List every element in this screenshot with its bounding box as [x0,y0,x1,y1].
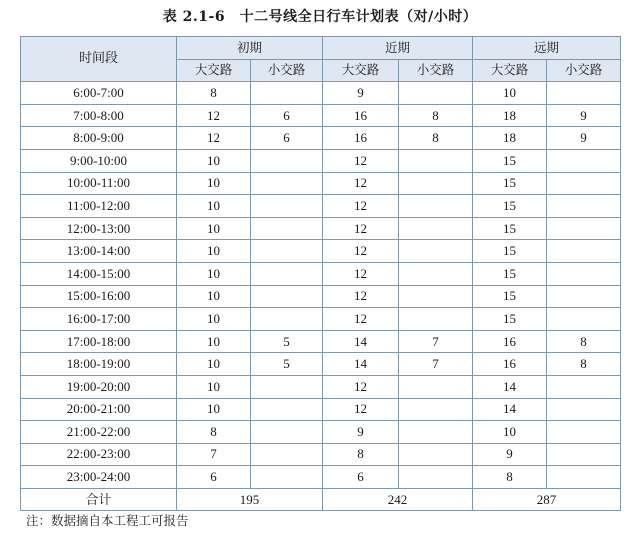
value-cell [547,308,621,331]
value-cell [399,375,473,398]
time-cell: 17:00-18:00 [21,330,177,353]
value-cell: 12 [323,262,399,285]
table-row [21,353,621,376]
table-row [21,375,621,398]
time-cell: 21:00-22:00 [21,421,177,444]
table-row [21,443,621,466]
table-row [21,285,621,308]
value-cell: 12 [323,195,399,218]
total-far: 287 [473,488,621,511]
value-cell: 8 [177,82,251,105]
value-cell [399,82,473,105]
table-row [21,330,621,353]
value-cell: 8 [547,353,621,376]
total-label: 合计 [21,488,177,511]
table-row [21,217,621,240]
value-cell: 15 [473,240,547,263]
value-cell [251,285,323,308]
value-cell: 8 [399,104,473,127]
value-cell: 16 [323,127,399,150]
value-cell [547,466,621,489]
value-cell: 14 [323,330,399,353]
value-cell: 8 [399,127,473,150]
value-cell: 7 [399,353,473,376]
value-cell [399,217,473,240]
schedule-table [20,36,621,511]
value-cell: 10 [177,195,251,218]
time-cell: 6:00-7:00 [21,82,177,105]
value-cell [251,262,323,285]
value-cell [547,240,621,263]
value-cell [399,262,473,285]
value-cell: 12 [323,217,399,240]
value-cell: 10 [177,172,251,195]
value-cell: 15 [473,285,547,308]
sub-header-long: 大交路 [473,59,547,82]
value-cell [251,308,323,331]
sub-header-short: 小交路 [399,59,473,82]
value-cell [399,195,473,218]
time-cell: 13:00-14:00 [21,240,177,263]
time-cell: 15:00-16:00 [21,285,177,308]
value-cell [547,421,621,444]
value-cell [399,308,473,331]
value-cell: 15 [473,262,547,285]
total-row [21,488,621,511]
value-cell: 10 [177,217,251,240]
value-cell [251,172,323,195]
value-cell: 18 [473,127,547,150]
value-cell [547,375,621,398]
time-cell: 8:00-9:00 [21,127,177,150]
value-cell [251,466,323,489]
value-cell: 8 [547,330,621,353]
value-cell [251,149,323,172]
value-cell: 10 [177,240,251,263]
value-cell [251,195,323,218]
value-cell: 14 [473,375,547,398]
value-cell: 9 [473,443,547,466]
value-cell: 14 [473,398,547,421]
footnote: 注：数据摘自本工程工可报告 [26,513,189,528]
table-row [21,149,621,172]
value-cell: 12 [323,375,399,398]
total-initial: 195 [177,488,323,511]
sub-header-long: 大交路 [323,59,399,82]
value-cell: 10 [473,421,547,444]
value-cell: 15 [473,308,547,331]
value-cell: 7 [177,443,251,466]
value-cell: 6 [251,104,323,127]
value-cell: 16 [473,353,547,376]
value-cell: 16 [473,330,547,353]
table-row [21,398,621,421]
value-cell: 10 [177,375,251,398]
value-cell: 10 [177,353,251,376]
value-cell [399,466,473,489]
value-cell: 12 [323,308,399,331]
value-cell [251,240,323,263]
value-cell: 8 [323,443,399,466]
value-cell: 9 [323,82,399,105]
table-row [21,104,621,127]
table-row [21,195,621,218]
value-cell [547,172,621,195]
value-cell [547,398,621,421]
period-header: 时间段 [21,37,177,82]
table-row [21,421,621,444]
value-cell: 10 [177,308,251,331]
value-cell: 12 [323,398,399,421]
value-cell: 9 [547,104,621,127]
value-cell [547,217,621,240]
value-cell [399,285,473,308]
table-row [21,466,621,489]
value-cell: 15 [473,195,547,218]
value-cell: 8 [473,466,547,489]
value-cell: 12 [323,149,399,172]
value-cell: 12 [177,104,251,127]
value-cell: 10 [177,330,251,353]
value-cell [251,398,323,421]
value-cell: 12 [323,240,399,263]
value-cell [547,149,621,172]
table-row [21,262,621,285]
value-cell: 5 [251,353,323,376]
value-cell [399,240,473,263]
table-row [21,240,621,263]
value-cell: 12 [177,127,251,150]
phase-header-far: 远期 [473,37,621,60]
table-row [21,308,621,331]
value-cell: 14 [323,353,399,376]
value-cell: 6 [323,466,399,489]
value-cell: 10 [177,398,251,421]
table-row [21,127,621,150]
time-cell: 9:00-10:00 [21,149,177,172]
value-cell [547,262,621,285]
value-cell: 10 [473,82,547,105]
time-cell: 19:00-20:00 [21,375,177,398]
sub-header-short: 小交路 [547,59,621,82]
time-cell: 18:00-19:00 [21,353,177,376]
value-cell: 10 [177,149,251,172]
sub-header-long: 大交路 [177,59,251,82]
value-cell [547,285,621,308]
value-cell [251,443,323,466]
time-cell: 12:00-13:00 [21,217,177,240]
value-cell: 15 [473,149,547,172]
value-cell: 18 [473,104,547,127]
value-cell: 15 [473,172,547,195]
value-cell [251,375,323,398]
value-cell [399,443,473,466]
value-cell: 6 [251,127,323,150]
value-cell [251,217,323,240]
time-cell: 11:00-12:00 [21,195,177,218]
value-cell [251,82,323,105]
value-cell: 12 [323,285,399,308]
table-title: 表 2.1-6 十二号线全日行车计划表（对/小时） [162,9,478,25]
value-cell [547,443,621,466]
time-cell: 22:00-23:00 [21,443,177,466]
value-cell: 16 [323,104,399,127]
value-cell [399,149,473,172]
value-cell: 10 [177,285,251,308]
value-cell [399,172,473,195]
value-cell: 5 [251,330,323,353]
table-body [21,82,621,489]
value-cell [399,398,473,421]
phase-header-initial: 初期 [177,37,323,60]
table-row [21,172,621,195]
value-cell [547,82,621,105]
time-cell: 16:00-17:00 [21,308,177,331]
time-cell: 14:00-15:00 [21,262,177,285]
time-cell: 7:00-8:00 [21,104,177,127]
value-cell [399,421,473,444]
phase-header-near: 近期 [323,37,473,60]
value-cell: 9 [323,421,399,444]
value-cell: 10 [177,262,251,285]
table-row [21,82,621,105]
value-cell: 8 [177,421,251,444]
total-near: 242 [323,488,473,511]
value-cell [547,195,621,218]
time-cell: 20:00-21:00 [21,398,177,421]
time-cell: 10:00-11:00 [21,172,177,195]
time-cell: 23:00-24:00 [21,466,177,489]
value-cell: 6 [177,466,251,489]
value-cell: 15 [473,217,547,240]
value-cell: 9 [547,127,621,150]
value-cell: 12 [323,172,399,195]
value-cell [251,421,323,444]
sub-header-short: 小交路 [251,59,323,82]
value-cell: 7 [399,330,473,353]
